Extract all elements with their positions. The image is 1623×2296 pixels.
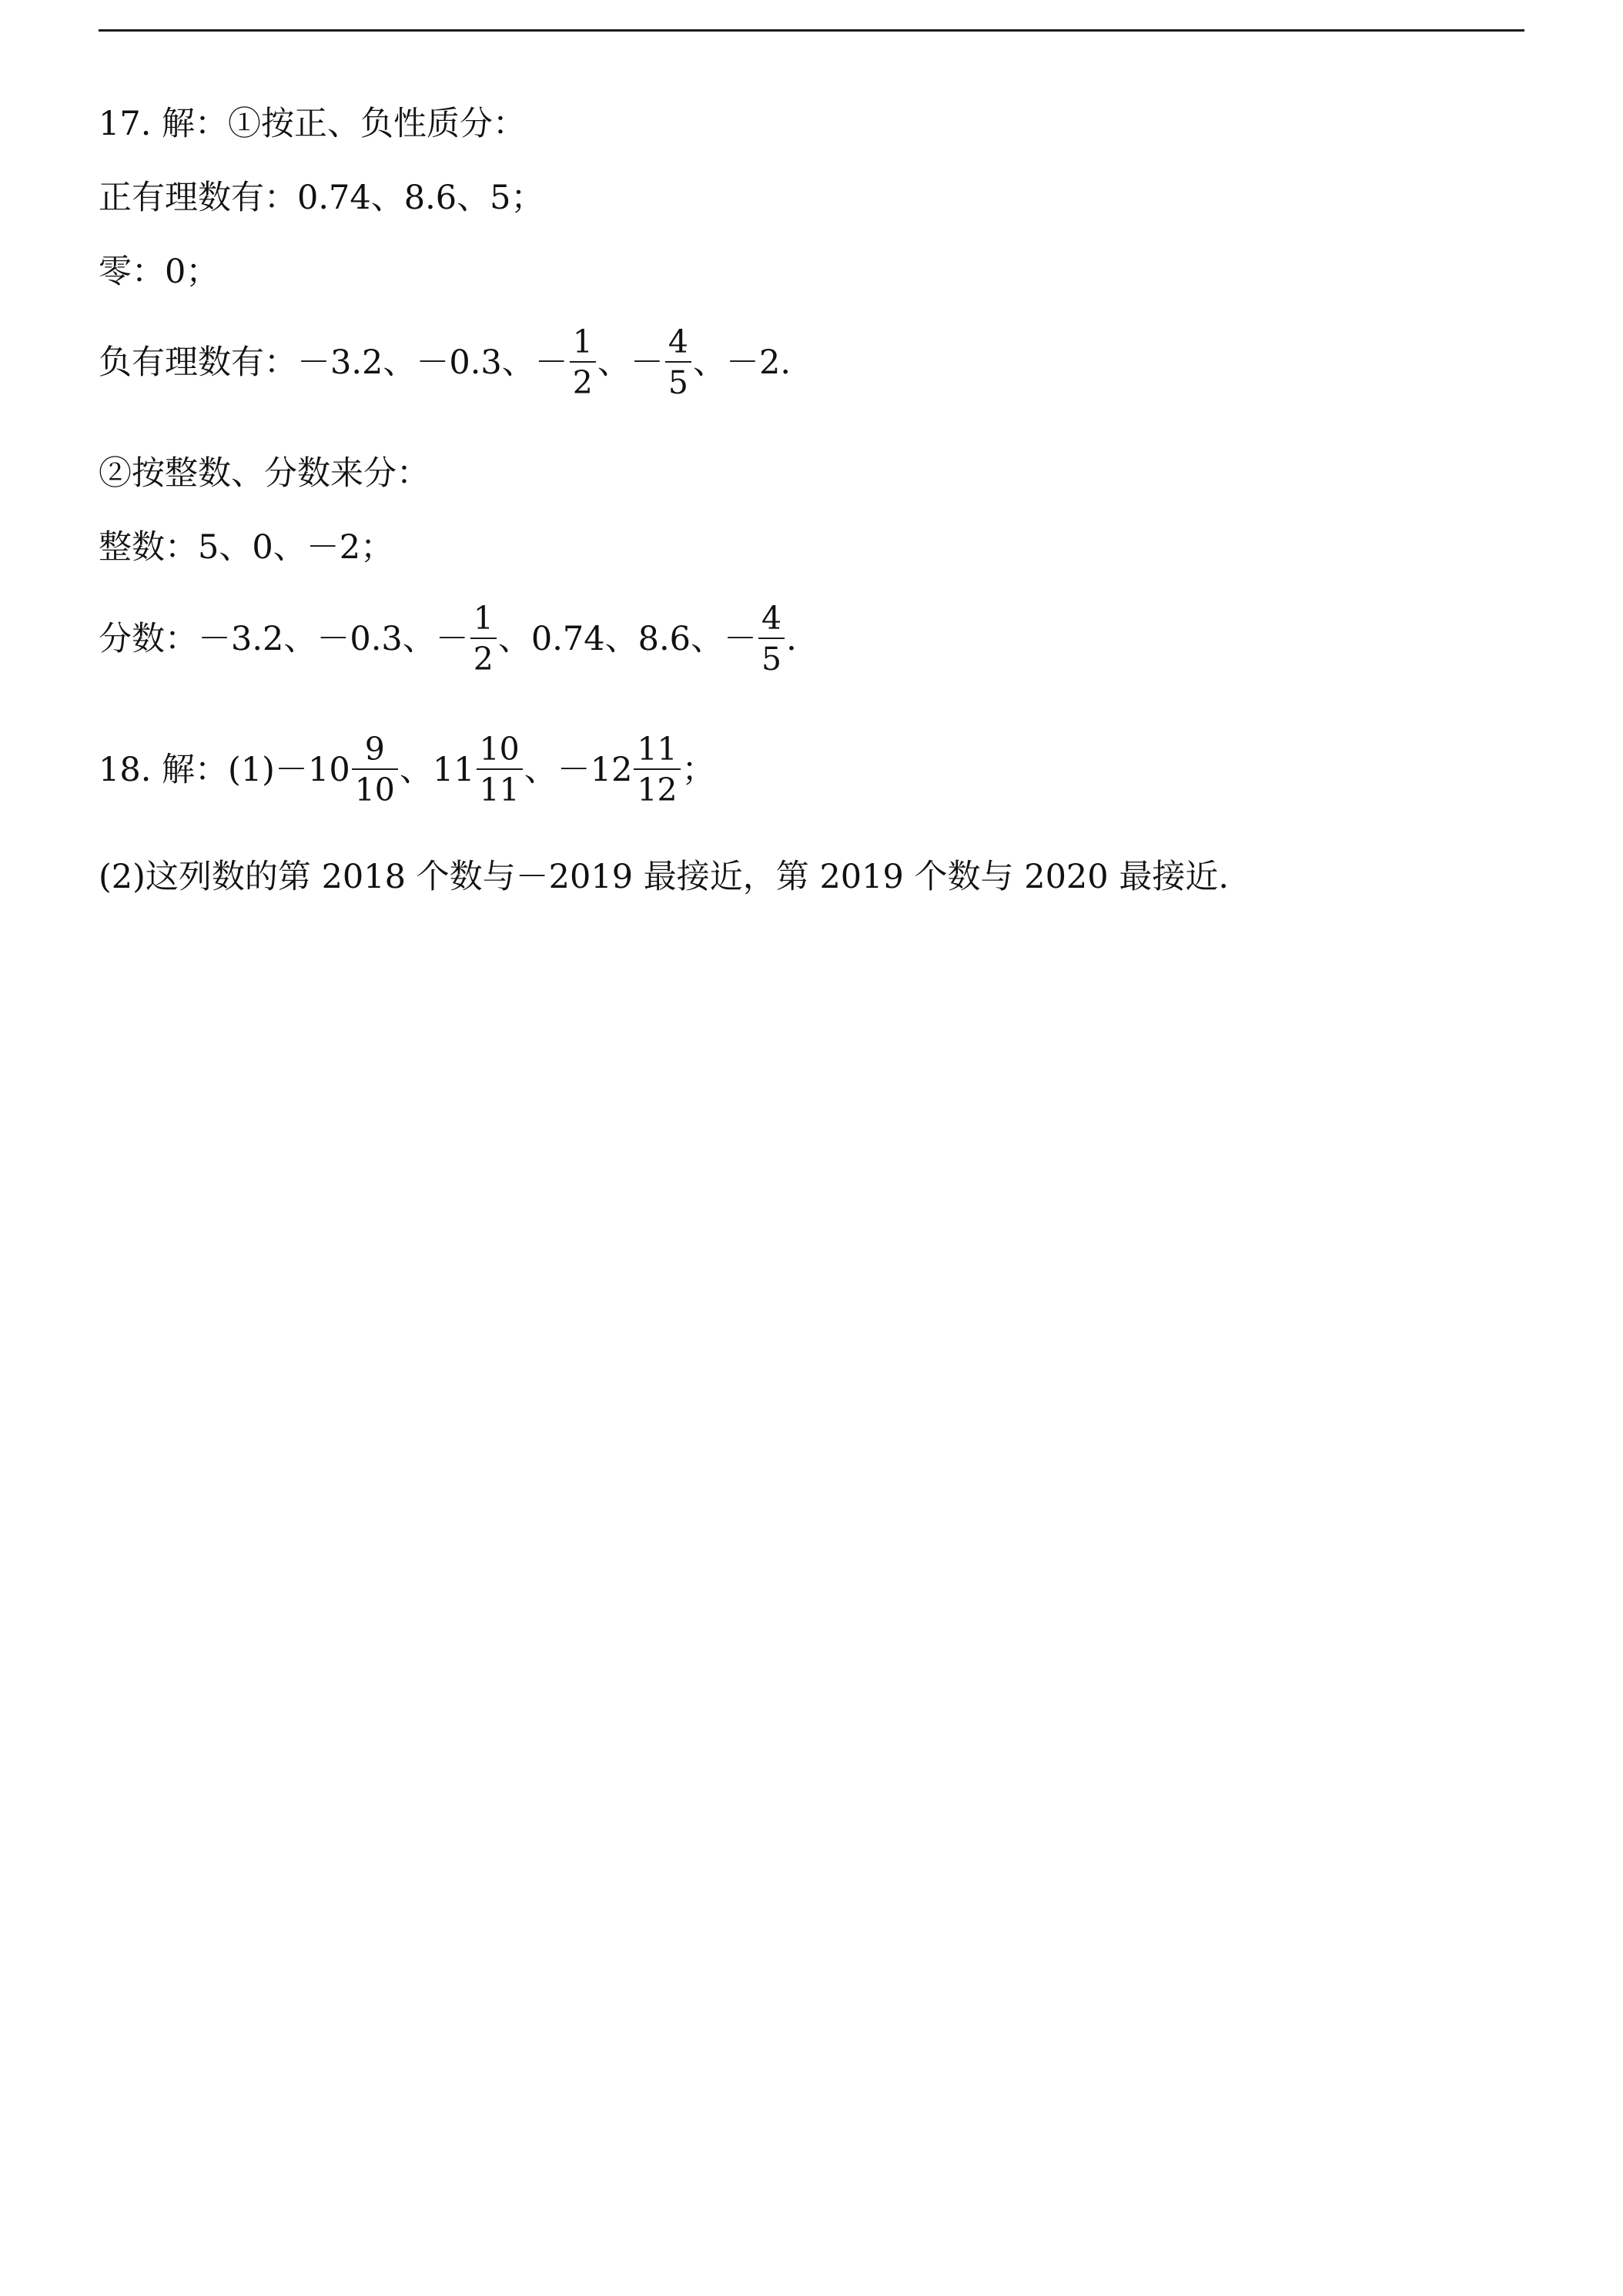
fraction-denominator: 5: [668, 364, 688, 401]
fraction-one-half: [570, 323, 596, 401]
positive-rationals-text: 正有理数有：0.74、8.6、5；: [99, 179, 544, 217]
q18-part2-text: (2)这列数的第 2018 个数与－2019 最接近，第 2019 个数与 2020 最接近.: [99, 858, 1229, 896]
fraction-denominator: 12: [637, 771, 678, 808]
q17-by-type-heading: [99, 454, 430, 493]
fraction-numerator: 11: [637, 731, 678, 768]
q18-suffix: ；: [681, 750, 715, 789]
fraction-denominator: 5: [761, 641, 782, 678]
q17-heading: [99, 105, 527, 143]
fraction-four-fifths: [758, 600, 785, 678]
fraction-denominator: 11: [479, 771, 520, 808]
q18-part1-line: [99, 731, 715, 808]
q17-heading-text: 17. 解：①按正、负性质分：: [99, 105, 527, 143]
q17-fractions-line: [99, 600, 797, 678]
fraction-numerator: 4: [668, 323, 688, 360]
fraction-numerator: 1: [572, 323, 593, 360]
q17-negative-line: [99, 323, 791, 401]
fraction-ten-elevenths: [477, 731, 523, 808]
fractions-mid: 、0.74、8.6、－: [497, 619, 758, 658]
fraction-denominator: 10: [354, 771, 395, 808]
q18-mid1: 、11: [399, 750, 475, 789]
fractions-prefix: 分数：－3.2、－0.3、－: [99, 619, 469, 658]
q18-part2-line: [99, 858, 1229, 896]
fraction-denominator: 2: [572, 364, 593, 401]
fractions-suffix: .: [786, 619, 797, 658]
negative-mid: 、－: [597, 343, 664, 382]
q18-mid2: 、－12: [524, 750, 633, 789]
fraction-denominator: 2: [473, 641, 494, 678]
header-rule: [99, 29, 1524, 32]
fraction-eleven-twelfths: [634, 731, 680, 808]
fraction-numerator: 9: [364, 731, 385, 768]
fraction-nine-tenths: [352, 731, 398, 808]
by-type-heading-text: ②按整数、分数来分：: [99, 454, 430, 493]
q17-integers-line: [99, 528, 394, 567]
fraction-numerator: 10: [479, 731, 520, 768]
fraction-numerator: 1: [473, 600, 494, 637]
q17-positive-line: [99, 179, 544, 217]
integers-text: 整数：5、0、－2；: [99, 528, 394, 567]
q17-zero-line: [99, 253, 219, 291]
zero-text: 零：0；: [99, 253, 219, 291]
negative-prefix: 负有理数有：－3.2、－0.3、－: [99, 343, 568, 382]
negative-suffix: 、－2.: [692, 343, 791, 382]
q18-prefix: 18. 解：(1)－10: [99, 750, 350, 789]
fraction-one-half: [470, 600, 497, 678]
fraction-four-fifths: [665, 323, 691, 401]
fraction-numerator: 4: [761, 600, 782, 637]
